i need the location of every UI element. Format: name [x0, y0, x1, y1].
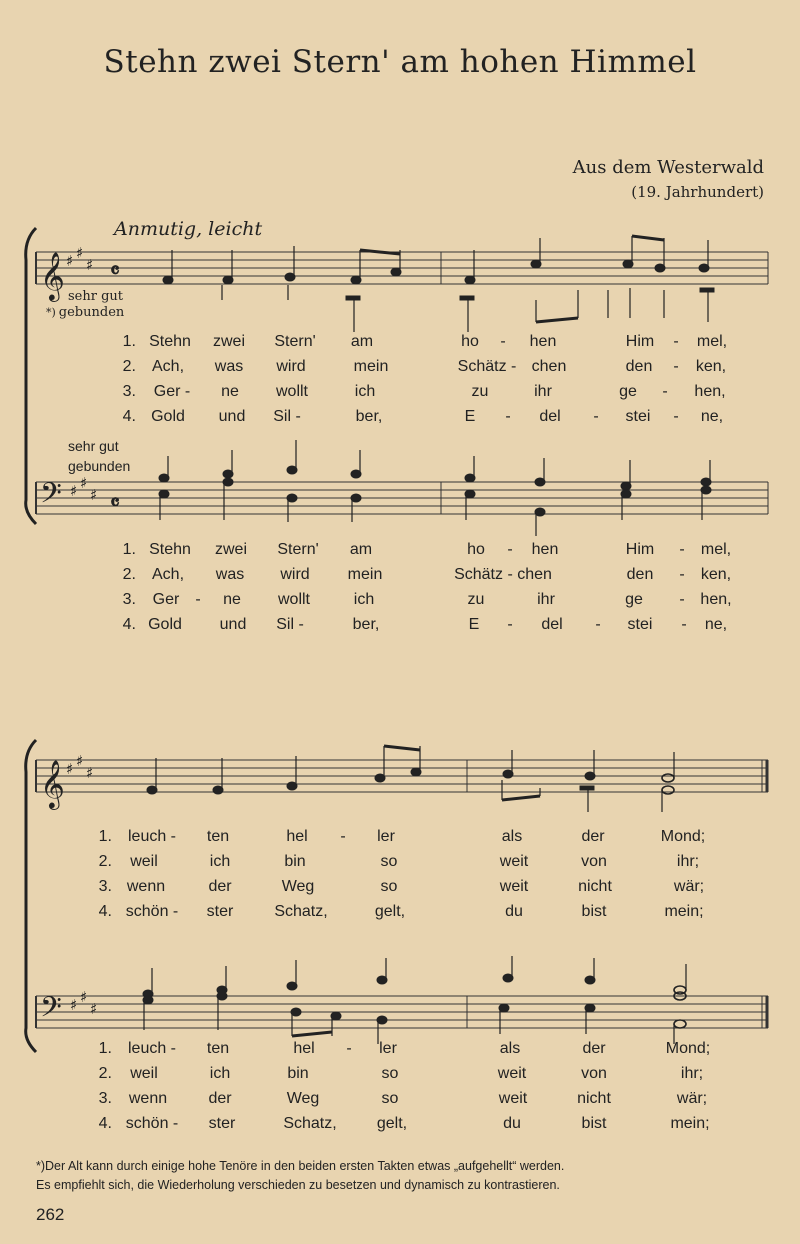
syllable: bin [287, 1065, 309, 1082]
syllable: Ger [152, 591, 180, 608]
syllable: ler [377, 828, 395, 845]
syllable: mein; [670, 1115, 710, 1132]
svg-text:𝄞: 𝄞 [40, 759, 65, 808]
syllable: nicht [577, 1090, 611, 1107]
syllable: - [673, 408, 679, 425]
syllable: - [679, 541, 685, 558]
syllable: zu [467, 591, 485, 608]
svg-text:♯: ♯ [80, 474, 88, 492]
syllable: - [679, 566, 685, 583]
verse-number: 2. [122, 566, 136, 583]
syllable: was [214, 358, 244, 375]
svg-text:♯: ♯ [70, 996, 78, 1014]
syllable: - [340, 828, 346, 845]
syllable: ne [221, 383, 239, 400]
syllable: und [219, 616, 247, 633]
syllable: bist [581, 1115, 607, 1132]
lyrics-verse-2 [0, 566, 800, 590]
svg-text:𝄢: 𝄢 [40, 991, 62, 1031]
syllable: schön - [125, 903, 179, 920]
syllable: ne [223, 591, 241, 608]
syllable: ten [206, 828, 230, 845]
syllable: ihr; [680, 1065, 704, 1082]
lyrics-verse-1 [0, 333, 800, 357]
syllable: ken, [700, 566, 732, 583]
syllable: ne, [704, 616, 728, 633]
syllable: hel [286, 828, 308, 845]
syllable: weil [130, 1065, 158, 1082]
lyrics-verse-3 [0, 383, 800, 407]
system-1-bass-notes [159, 440, 711, 536]
syllable: - [679, 591, 685, 608]
syllable: Schatz, [274, 903, 328, 920]
syllable: was [215, 566, 245, 583]
syllable: der [208, 878, 232, 895]
syllable: E [468, 616, 480, 633]
syllable: der [208, 1090, 232, 1107]
syllable: Weg [281, 878, 315, 895]
verse-number: 4. [98, 903, 112, 920]
syllable: weit [499, 878, 529, 895]
syllable: ber, [355, 408, 383, 425]
syllable: so [380, 853, 398, 870]
syllable: leuch - [127, 828, 177, 845]
lyrics-verse-4 [0, 903, 800, 927]
syllable: als [499, 1040, 521, 1057]
footnote-line-1: *)Der Alt kann durch einige hohe Tenöre in den beiden ersten Takten etwas „aufgehellt“ werden. [36, 1159, 565, 1173]
verse-number: 1. [98, 828, 112, 845]
syllable: so [380, 878, 398, 895]
verse-number: 1. [122, 541, 136, 558]
syllable: ne, [700, 408, 724, 425]
system-1-treble-clef [40, 244, 120, 302]
syllable: mein [347, 566, 383, 583]
syllable: Sil - [276, 616, 304, 633]
verse-number: 2. [98, 853, 112, 870]
syllable: Gold [148, 616, 182, 633]
song-title: Stehn zwei Stern' am hohen Himmel [103, 44, 697, 80]
syllable: ho [461, 333, 479, 350]
syllable: - [346, 1040, 352, 1057]
syllable: gelt, [376, 1115, 408, 1132]
upper-note-line2: gebunden [58, 305, 125, 320]
system-2-bass-notes [143, 956, 686, 1044]
syllable: am [349, 541, 373, 558]
syllable: Ger - [153, 383, 191, 400]
syllable: weil [130, 853, 158, 870]
lower-note-line2: gebunden [68, 458, 131, 474]
syllable: ge [619, 383, 637, 400]
syllable: zwei [214, 541, 248, 558]
syllable: - [673, 358, 679, 375]
syllable: Him [625, 333, 655, 350]
syllable: gelt, [374, 903, 406, 920]
footnote-symbol: *) [46, 306, 56, 319]
verse-number: 1. [98, 1040, 112, 1057]
syllable: weit [499, 853, 529, 870]
syllable: ler [379, 1040, 397, 1057]
syllable: hen [529, 333, 557, 350]
svg-text:𝄢: 𝄢 [40, 477, 62, 517]
system-2-treble-staff [36, 760, 768, 792]
syllable: - [195, 591, 201, 608]
syllable: del [541, 616, 563, 633]
syllable: wird [276, 358, 306, 375]
system-1-bass-staff [36, 482, 768, 514]
verse-number: 3. [98, 1090, 112, 1107]
syllable: E [464, 408, 476, 425]
syllable: - [507, 541, 513, 558]
syllable: wollt [275, 383, 309, 400]
syllable: - [500, 333, 506, 350]
syllable: der [582, 1040, 606, 1057]
upper-note-line1: sehr gut [68, 289, 124, 304]
system-2-bass-clef [40, 988, 97, 1031]
syllable: hen, [700, 591, 732, 608]
syllable: ster [208, 1115, 236, 1132]
lyrics-verse-3 [0, 878, 800, 902]
syllable: Gold [151, 408, 185, 425]
syllable: Him [625, 541, 655, 558]
verse-number: 3. [98, 878, 112, 895]
syllable: ster [206, 903, 234, 920]
verse-number: 4. [122, 616, 136, 633]
syllable: wird [280, 566, 310, 583]
lyrics-verse-2 [0, 1065, 800, 1089]
syllable: wollt [277, 591, 311, 608]
origin-region: Aus dem Westerwald [572, 157, 764, 178]
svg-text:♯: ♯ [66, 760, 74, 778]
syllable: ihr [534, 383, 552, 400]
svg-text:♯: ♯ [66, 252, 74, 270]
syllable: bin [284, 853, 306, 870]
syllable: wär; [673, 878, 705, 895]
syllable: und [218, 408, 246, 425]
svg-text:♯: ♯ [70, 482, 78, 500]
lyrics-verse-4 [0, 1115, 800, 1139]
syllable: bist [581, 903, 607, 920]
system-2-treble-clef [40, 752, 93, 810]
tempo-marking: Anmutig, leicht [114, 218, 263, 240]
syllable: ich [353, 591, 375, 608]
syllable: ho [467, 541, 485, 558]
syllable: ken, [695, 358, 727, 375]
page-number: 262 [36, 1205, 65, 1224]
syllable: Schätz - [457, 358, 517, 375]
syllable: Mond; [665, 1040, 711, 1057]
syllable: am [350, 333, 374, 350]
syllable: ge [625, 591, 643, 608]
syllable: ihr [537, 591, 555, 608]
syllable: zu [471, 383, 489, 400]
lyrics-verse-1 [0, 1040, 800, 1064]
svg-text:♯: ♯ [80, 988, 88, 1006]
syllable: Sil - [273, 408, 301, 425]
syllable: der [581, 828, 605, 845]
svg-text:♯: ♯ [90, 486, 98, 504]
syllable: del [539, 408, 561, 425]
syllable: hen, [694, 383, 726, 400]
syllable: Schatz, [283, 1115, 337, 1132]
lyrics-verse-3 [0, 591, 800, 615]
syllable: wenn [126, 878, 166, 895]
syllable: Stern' [277, 541, 319, 558]
syllable: chen [531, 358, 567, 375]
syllable: ich [354, 383, 376, 400]
system-2-treble-notes [147, 746, 674, 812]
syllable: leuch - [127, 1040, 177, 1057]
syllable: stei [627, 616, 653, 633]
lyrics-verse-2 [0, 358, 800, 382]
syllable: von [581, 1065, 607, 1082]
syllable: Ach, [151, 566, 185, 583]
syllable: - [681, 616, 687, 633]
syllable: Stehn [149, 541, 191, 558]
footnote [36, 1157, 776, 1195]
verse-number: 2. [98, 1065, 112, 1082]
syllable: mein [353, 358, 389, 375]
lower-note-line1: sehr gut [68, 438, 119, 454]
syllable: Ach, [151, 358, 185, 375]
syllable: von [581, 853, 607, 870]
syllable: den [625, 358, 653, 375]
syllable: stei [625, 408, 651, 425]
syllable: wenn [128, 1090, 168, 1107]
syllable: ich [209, 1065, 231, 1082]
syllable: mel, [700, 541, 732, 558]
syllable: - [505, 408, 511, 425]
svg-text:♯: ♯ [90, 1000, 98, 1018]
syllable: wär; [676, 1090, 708, 1107]
verse-number: 4. [122, 408, 136, 425]
verse-number: 1. [122, 333, 136, 350]
syllable: ihr; [676, 853, 700, 870]
syllable: hen [531, 541, 559, 558]
syllable: - [507, 616, 513, 633]
svg-text:𝄴: 𝄴 [110, 490, 120, 516]
syllable: Schätz - chen [454, 566, 552, 583]
syllable: - [595, 616, 601, 633]
lyrics-verse-4 [0, 408, 800, 432]
syllable: weit [497, 1065, 527, 1082]
syllable: du [503, 1115, 521, 1132]
syllable: weit [498, 1090, 528, 1107]
syllable: nicht [578, 878, 612, 895]
verse-number: 3. [122, 383, 136, 400]
lyrics-verse-4 [0, 616, 800, 640]
syllable: mein; [664, 903, 704, 920]
syllable: Weg [286, 1090, 320, 1107]
lyrics-verse-1 [0, 541, 800, 565]
syllable: - [662, 383, 668, 400]
verse-number: 2. [122, 358, 136, 375]
lyrics-verse-3 [0, 1090, 800, 1114]
syllable: ten [206, 1040, 230, 1057]
system-1-bass-clef [40, 474, 120, 517]
syllable: hel [293, 1040, 315, 1057]
syllable: den [626, 566, 654, 583]
syllable: ich [209, 853, 231, 870]
syllable: schön - [125, 1115, 179, 1132]
syllable: zwei [212, 333, 246, 350]
syllable: Stern' [274, 333, 316, 350]
svg-text:♯: ♯ [86, 256, 94, 274]
verse-number: 4. [98, 1115, 112, 1132]
lyrics-verse-2 [0, 853, 800, 877]
syllable: so [381, 1065, 399, 1082]
syllable: Stehn [149, 333, 191, 350]
footnote-line-2: Es empfiehlt sich, die Wiederholung verschieden zu besetzen und dynamisch zu kontrastieren. [36, 1178, 560, 1192]
syllable: - [593, 408, 599, 425]
lyrics-verse-1 [0, 828, 800, 852]
origin-century: (19. Jahrhundert) [631, 183, 764, 201]
svg-text:♯: ♯ [76, 244, 84, 262]
svg-text:♯: ♯ [76, 752, 84, 770]
svg-text:𝄞: 𝄞 [40, 251, 65, 300]
syllable: Mond; [660, 828, 706, 845]
syllable: ber, [352, 616, 380, 633]
svg-text:♯: ♯ [86, 764, 94, 782]
syllable: - [673, 333, 679, 350]
syllable: als [501, 828, 523, 845]
syllable: so [381, 1090, 399, 1107]
syllable: mel, [696, 333, 728, 350]
syllable: du [505, 903, 523, 920]
svg-text:𝄴: 𝄴 [110, 258, 120, 284]
verse-number: 3. [122, 591, 136, 608]
